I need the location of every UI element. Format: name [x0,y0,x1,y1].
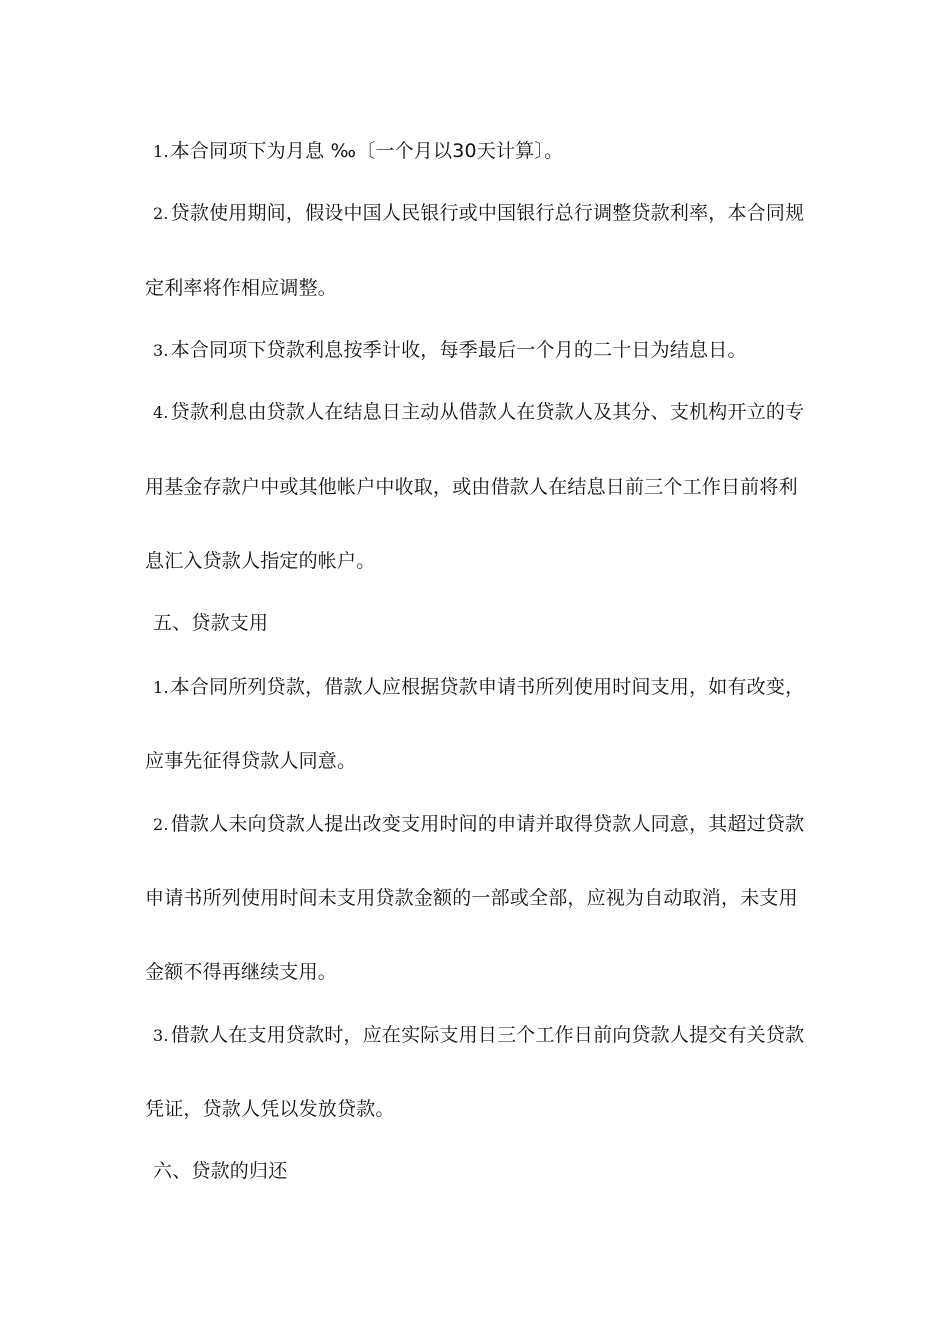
clause-text: 凭证，贷款人凭以发放贷款。 [145,1098,395,1120]
clause-text: 金额不得再继续支用。 [145,961,338,983]
clause-4-2-continuation [145,274,825,302]
clause-number: 4. [153,403,169,422]
section-heading-5 [153,609,833,637]
clause-4-3 [153,336,833,365]
clause-number: 3. [153,1026,169,1045]
clause-5-2-continuation-2 [145,958,825,986]
clause-text: 应事先征得贷款人同意。 [145,750,357,772]
clause-4-4-continuation-1 [145,473,825,501]
clause-5-1 [153,673,833,702]
section-heading-text: 五、贷款支用 [153,612,269,634]
clause-text: 定利率将作相应调整。 [145,277,338,299]
clause-5-2-continuation-1 [145,884,825,912]
clause-5-3-continuation [145,1095,825,1123]
clause-number: 2. [153,204,169,223]
section-heading-text: 六、贷款的归还 [153,1160,288,1182]
clause-number: 3. [153,341,169,360]
clause-5-1-continuation [145,747,825,775]
clause-number: 2. [153,815,169,834]
clause-text: 用基金存款户中或其他帐户中收取，或由借款人在结息日前三个工作日前将利 [145,476,798,498]
clause-4-4 [153,398,833,427]
clause-text: 借款人未向贷款人提出改变支用时间的申请并取得贷款人同意，其超过贷款 [170,813,805,835]
clause-5-2 [153,810,833,839]
clause-text: 贷款使用期间，假设中国人民银行或中国银行总行调整贷款利率，本合同规 [170,202,805,224]
clause-text: 本合同项下为月息 ‰〔一个月以30天计算〕。 [170,140,564,162]
clause-5-3 [153,1021,833,1050]
clause-text: 贷款利息由贷款人在结息日主动从借款人在贷款人及其分、支机构开立的专 [170,401,805,423]
clause-number: 1. [153,142,169,161]
clause-text: 本合同所列贷款，借款人应根据贷款申请书所列使用时间支用，如有改变， [170,676,805,698]
clause-4-1 [153,137,833,166]
clause-4-2 [153,199,833,228]
clause-text: 借款人在支用贷款时，应在实际支用日三个工作日前向贷款人提交有关贷款 [170,1024,805,1046]
clause-number: 1. [153,678,169,697]
clause-text: 息汇入贷款人指定的帐户。 [145,550,376,572]
clause-text: 本合同项下贷款利息按季计收，每季最后一个月的二十日为结息日。 [170,339,747,361]
section-heading-6 [153,1157,833,1185]
clause-text: 申请书所列使用时间未支用贷款金额的一部或全部，应视为自动取消，未支用 [145,887,798,909]
clause-4-4-continuation-2 [145,547,825,575]
